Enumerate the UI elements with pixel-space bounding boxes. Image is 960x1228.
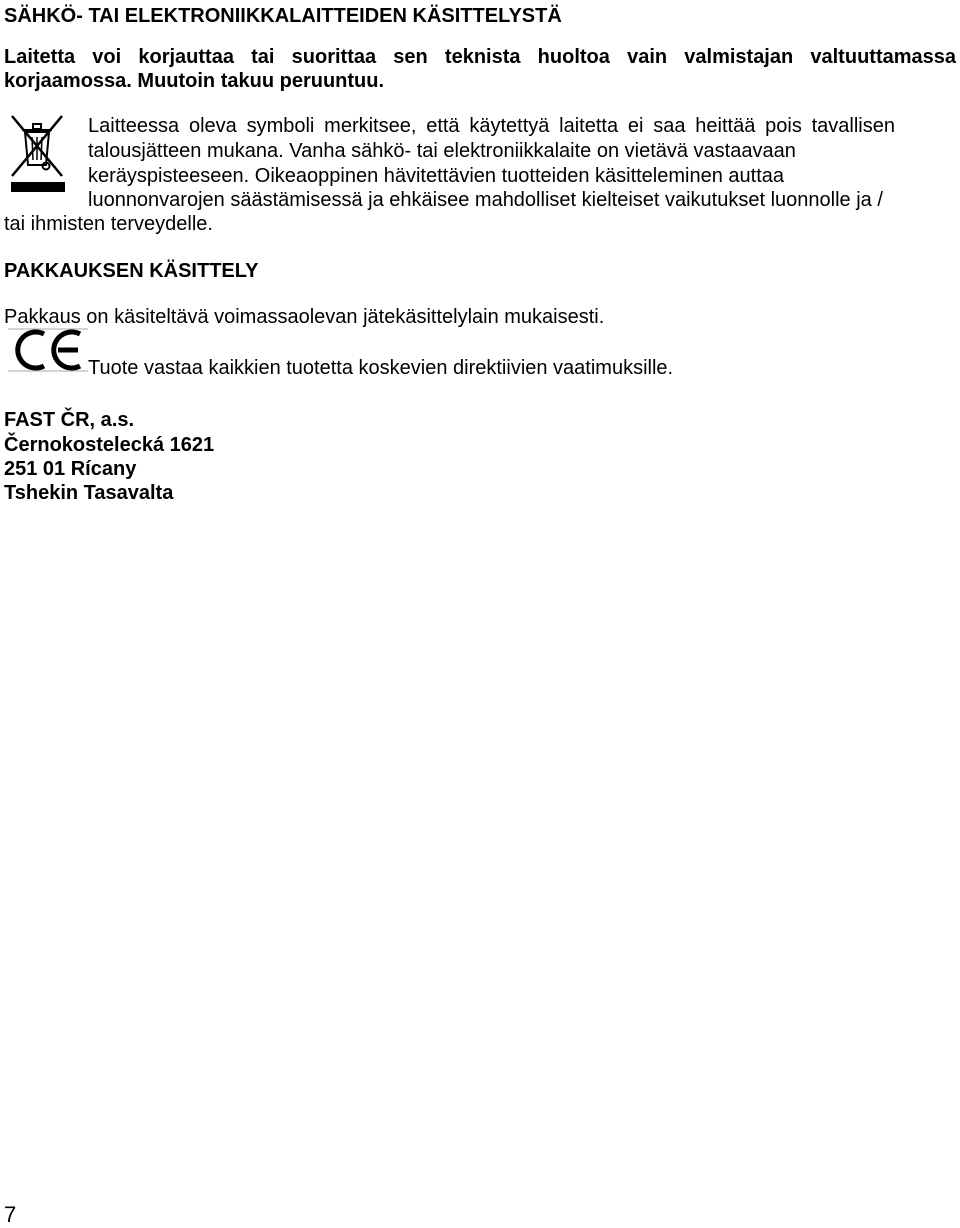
- warranty-line-1: Laitetta voi korjauttaa tai suorittaa sen teknista huoltoa vain valmistajan valtuuttamassa: [4, 46, 956, 68]
- weee-text-line-4: luonnonvarojen säästämisessä ja ehkäisee mahdolliset kielteiset vaikutukset luonnolle ja /: [88, 189, 883, 211]
- company-name: FAST ČR, a.s.: [4, 409, 135, 431]
- warranty-line-2: korjaamossa. Muutoin takuu peruuntuu.: [4, 70, 385, 92]
- ce-text: Tuote vastaa kaikkien tuotetta koskevien direktiivien vaatimuksille.: [88, 357, 674, 379]
- weee-text-line-5: tai ihmisten terveydelle.: [4, 213, 213, 235]
- ce-mark-icon: [6, 326, 90, 374]
- page-number: 7: [4, 1202, 17, 1227]
- weee-heading: SÄHKÖ- TAI ELEKTRONIIKKALAITTEIDEN KÄSITTELYSTÄ: [4, 5, 562, 27]
- weee-text-line-3: keräyspisteeseen. Oikeaoppinen hävitettävien tuotteiden käsitteleminen auttaa: [88, 165, 785, 187]
- weee-text-line-2: talousjätteen mukana. Vanha sähkö- tai elektroniikkalaite on vietävä vastaavaan: [88, 140, 796, 162]
- weee-text-line-1: Laitteessa oleva symboli merkitsee, että käytettyä laitetta ei saa heittää pois tavallisen: [88, 115, 895, 137]
- weee-bin-icon: [8, 110, 68, 196]
- company-country: Tshekin Tasavalta: [4, 482, 174, 504]
- packaging-heading: PAKKAUKSEN KÄSITTELY: [4, 260, 259, 282]
- company-street: Černokostelecká 1621: [4, 434, 215, 456]
- company-city: 251 01 Rícany: [4, 458, 137, 480]
- packaging-text: Pakkaus on käsiteltävä voimassaolevan jätekäsittelylain mukaisesti.: [4, 306, 605, 328]
